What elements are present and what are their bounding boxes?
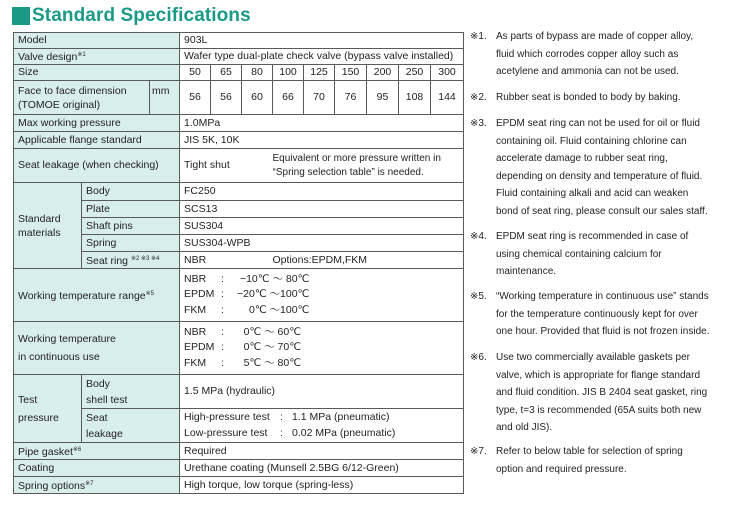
valve-design-label: Valve design$^{※1}$ xyxy=(14,49,180,65)
continuous-temp-label: Working temperature in continuous use xyxy=(14,322,180,375)
face-cell: 60 xyxy=(242,81,273,115)
footnote: ※5. “Working temperature in continuous use” stands for the temperature continuously kept for over one hour. Provided that fluid is not frozen inside. xyxy=(470,291,710,337)
face-cell: 70 xyxy=(304,81,335,115)
size-cell: 200 xyxy=(367,65,399,81)
max-pressure-label: Max working pressure xyxy=(14,115,180,132)
pipe-gasket-label: Pipe gasket$^{※6}$ xyxy=(14,443,180,460)
footnote: ※1. As parts of bypass are made of copper alloy, fluid which corrodes copper alloy such as acetylene and ammonia can not be used. xyxy=(470,31,694,77)
seat-leakage-value: Tight shut xyxy=(180,149,273,183)
size-label: Size xyxy=(14,65,180,81)
size-cell: 50 xyxy=(180,65,211,81)
working-temp-label: Working temperature range$^{※5}$ xyxy=(14,269,180,322)
temp-row: NBR : 0℃ ～ 60℃ xyxy=(184,325,302,338)
material-seat-ring-value: NBR xyxy=(180,252,273,269)
standard-materials-label: Standard materials xyxy=(14,183,82,269)
continuous-temp-values xyxy=(180,322,464,375)
seat-leakage-test-values xyxy=(180,409,464,443)
row-flange xyxy=(14,132,464,149)
seat-leakage-label: Seat leakage (when checking) xyxy=(14,149,180,183)
row-spring-options xyxy=(14,477,464,494)
temp-row: EPDM : −20℃ ～100℃ xyxy=(184,288,310,301)
pressure-row: High-pressure test : 1.1 MPa (pneumatic) xyxy=(184,411,390,423)
face-cell: 95 xyxy=(367,81,399,115)
face-cell: 56 xyxy=(211,81,242,115)
material-seat-ring-options: Options:EPDM,FKM xyxy=(273,252,464,269)
footnote: ※7. Refer to below table for selection of spring option and required pressure. xyxy=(470,446,683,475)
row-size xyxy=(14,65,464,81)
face-unit: mm xyxy=(150,81,180,115)
row-material-body xyxy=(14,183,464,201)
temp-row: FKM : 0℃ ～100℃ xyxy=(184,303,310,316)
section-title xyxy=(12,5,251,27)
working-temp-list xyxy=(184,272,309,319)
material-shaft-label: Shaft pins xyxy=(82,218,180,235)
row-material-seat-ring xyxy=(14,252,464,269)
footnote: ※4. EPDM seat ring is recommended in case of using chemical containing calcium for maintenance. xyxy=(470,231,689,277)
footnote: ※6. Use two commercially available gaskets per valve, which is appropriate for flange standard and fluid condition. JIS B 2404 seat gasket, ring type, t=3 is recommended (65A suits both new and old JIS). xyxy=(470,352,708,433)
size-cell: 100 xyxy=(273,65,304,81)
row-test-body xyxy=(14,375,464,409)
flange-label: Applicable flange standard xyxy=(14,132,180,149)
row-model xyxy=(14,33,464,49)
row-working-temp xyxy=(14,269,464,322)
row-continuous-temp xyxy=(14,322,464,375)
row-pipe-gasket xyxy=(14,443,464,460)
material-spring-value: SUS304-WPB xyxy=(180,235,464,252)
size-cell: 125 xyxy=(304,65,335,81)
row-material-plate xyxy=(14,201,464,218)
temp-row: EPDM : 0℃ ～ 70℃ xyxy=(184,341,302,354)
footnote: ※3. EPDM seat ring can not be used for oil or fluid containing oil. Fluid containing chlorine can accelerate damage to rubber seat ring, depending on density and temperature of fluid. Fluid containing alkali and acid can weaken bond of seat ring, please consult our sales staff. xyxy=(470,118,708,217)
body-shell-test-label: Body shell test xyxy=(82,375,180,409)
row-coating xyxy=(14,460,464,477)
coating-value: Urethane coating (Munsell 2.5BG 6/12-Green) xyxy=(180,460,464,477)
face-cell: 66 xyxy=(273,81,304,115)
temp-row: FKM : 5℃ ～ 80℃ xyxy=(184,356,302,369)
pipe-gasket-value: Required xyxy=(180,443,464,460)
material-body-value: FC250 xyxy=(180,183,464,201)
material-body-label: Body xyxy=(82,183,180,201)
coating-label: Coating xyxy=(14,460,180,477)
row-material-spring xyxy=(14,235,464,252)
seat-leakage-note: Equivalent or more pressure written in “Spring selection table” is needed. xyxy=(273,149,464,183)
valve-design-value: Wafer type dual-plate check valve (bypass valve installed) xyxy=(180,49,464,65)
row-face-to-face xyxy=(14,81,464,115)
footnote: ※2. Rubber seat is bonded to body by baking. xyxy=(470,92,681,103)
working-temp-values xyxy=(180,269,464,322)
size-cell: 300 xyxy=(431,65,464,81)
face-cell: 108 xyxy=(399,81,431,115)
size-cell: 65 xyxy=(211,65,242,81)
model-label: Model xyxy=(14,33,180,49)
row-valve-design xyxy=(14,49,464,65)
material-spring-label: Spring xyxy=(82,235,180,252)
continuous-temp-list xyxy=(184,325,301,372)
row-seat-leakage xyxy=(14,149,464,183)
size-cell: 250 xyxy=(399,65,431,81)
seat-leakage-test-label: Seat leakage xyxy=(82,409,180,443)
max-pressure-value: 1.0MPa xyxy=(180,115,464,132)
pressure-row: Low-pressure test : 0.02 MPa (pneumatic) xyxy=(184,426,396,439)
material-plate-label: Plate xyxy=(82,201,180,218)
spec-table xyxy=(13,32,464,494)
temp-row: NBR : −10℃ ～ 80℃ xyxy=(184,272,310,285)
row-material-shaft xyxy=(14,218,464,235)
face-cell: 76 xyxy=(335,81,367,115)
face-cell: 144 xyxy=(431,81,464,115)
body-shell-test-value: 1.5 MPa (hydraulic) xyxy=(180,375,464,409)
row-max-pressure xyxy=(14,115,464,132)
model-value: 903L xyxy=(180,33,464,49)
spring-options-value: High torque, low torque (spring-less) xyxy=(180,477,464,494)
size-cell: 80 xyxy=(242,65,273,81)
row-test-seat xyxy=(14,409,464,443)
flange-value: JIS 5K, 10K xyxy=(180,132,464,149)
size-cell: 150 xyxy=(335,65,367,81)
face-cell: 56 xyxy=(180,81,211,115)
pressure-test-list xyxy=(184,410,395,441)
page-title: Standard Specifications xyxy=(32,5,251,26)
material-seat-ring-label: Seat ring $^{※2 ※3 ※4}$ xyxy=(82,252,180,269)
face-to-face-label: Face to face dimension (TOMOE original) xyxy=(14,81,150,115)
spring-options-label: Spring options$^{※7}$ xyxy=(14,477,180,494)
material-shaft-value: SUS304 xyxy=(180,218,464,235)
test-pressure-label: Test pressure xyxy=(14,375,82,443)
title-square-icon xyxy=(12,7,30,25)
material-plate-value: SCS13 xyxy=(180,201,464,218)
